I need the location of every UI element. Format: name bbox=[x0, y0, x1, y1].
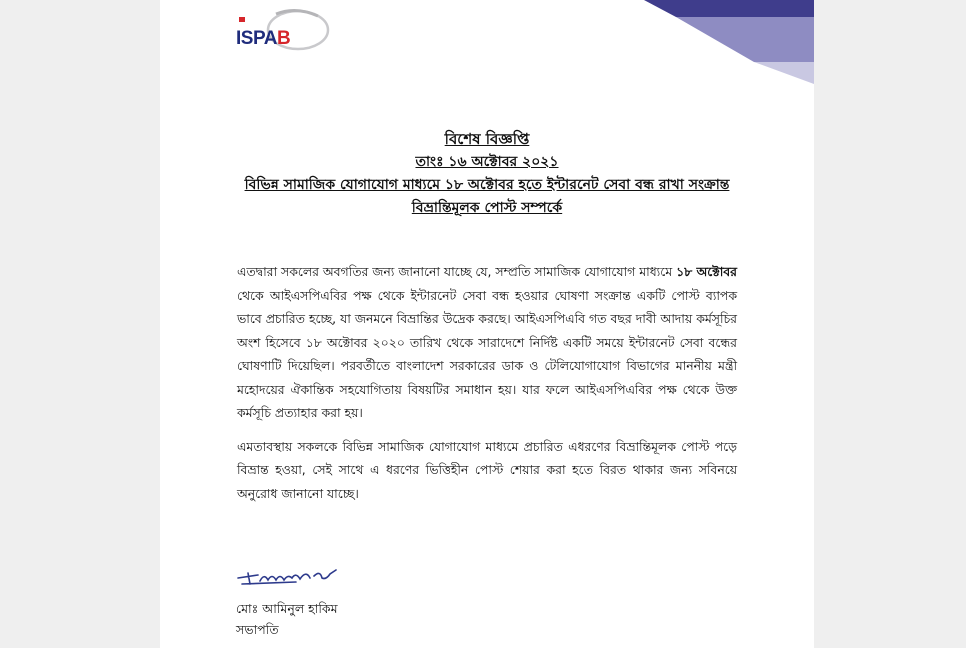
notice-page bbox=[160, 0, 814, 648]
signature bbox=[236, 564, 344, 588]
body-paragraph-1: এতদ্বারা সকলের অবগতির জন্য জানানো যাচ্ছে যে, সম্প্রতি সামাজিক যোগাযোগ মাধ্যমে ১৮ অক্টোবর থেকে আইএসপিএবির পক্ষ থেকে ইন্টারনেট সেবা বন্ধ হওয়ার ঘোষণা সংক্রান্ত একটি পোস্ট ব্যাপক ভাবে প্রচারিত হচ্ছে, যা জনমনে বিভ্রান্তির উদ্রেক করছে। আইএসপিএবি গত বছর দাবী আদায় কর্মসূচির অংশ হিসেবে ১৮ অক্টোবর ২০২০ তারিখ থেকে সারাদেশে নির্দিষ্ট একটি সময়ে ইন্টারনেট সেবা বন্ধের ঘোষণাটি দিয়েছিল। পরবর্তীতে বাংলাদেশ সরকারের ডাক ও টেলিযোগাযোগ বিভাগের মাননীয় মন্ত্রী মহোদয়ের ঐকান্তিক সহযোগিতায় বিষয়টির সমাধান হয়। যার ফলে আইএসপিএবির পক্ষ থেকে উক্ত কর্মসূচি প্রত্যাহার করা হয়। bbox=[237, 264, 737, 420]
notice-subject-line-2: বিভ্রান্তিমূলক পোস্ট সম্পর্কে bbox=[411, 200, 563, 216]
corner-decoration bbox=[644, 0, 814, 84]
notice-body bbox=[237, 260, 737, 515]
signatory-name: মোঃ আমিনুল হাকিম bbox=[236, 601, 338, 616]
highlight-date: ১৮ অক্টোবর bbox=[676, 264, 737, 279]
notice-heading bbox=[160, 128, 814, 220]
signatory-block bbox=[236, 598, 338, 640]
ispab-logo bbox=[236, 6, 336, 58]
notice-title: বিশেষ বিজ্ঞপ্তি bbox=[444, 130, 530, 148]
body-paragraph-2: এমতাবস্থায় সকলকে বিভিন্ন সামাজিক যোগাযোগ মাধ্যমে প্রচারিত এধরণের বিভ্রান্তিমূলক পোস্ট পড়ে বিভ্রান্ত হওয়া, সেই সাথে এ ধরণের ভিত্তিহীন পোস্ট শেয়ার করা হতে বিরত থাকার জন্য সবিনয়ে অনুরোধ জানানো যাচ্ছে। bbox=[237, 438, 737, 501]
notice-subject-line-1: বিভিন্ন সামাজিক যোগাযোগ মাধ্যমে ১৮ অক্টোবর হতে ইন্টারনেট সেবা বন্ধ রাখা সংক্রান্ত bbox=[244, 177, 730, 193]
logo-wordmark: ISPAB bbox=[236, 28, 291, 49]
signatory-title: সভাপতি bbox=[236, 622, 279, 637]
notice-date: তাংঃ ১৬ অক্টোবর ২০২১ bbox=[415, 154, 559, 170]
